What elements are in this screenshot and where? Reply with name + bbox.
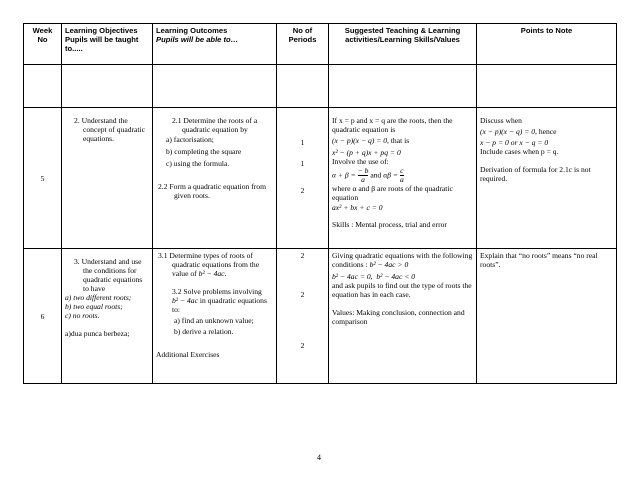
teaching-general-form: ax² + bx + c = 0 [332,203,383,212]
header-points: Points to Note [477,24,617,65]
outcome-2-2: 2.2 Form a quadratic equation from given roots. [158,182,266,200]
outcome-3-1: 3.1 Determine types of roots of quadratic equations from the value of b² − 4ac. [158,251,260,278]
period-value: 2 [300,186,305,195]
teaching-activities-cell [329,108,477,249]
discriminant-expr: b² − 4ac [172,296,198,305]
teaching-where-text: where α and β are roots of the quadratic equation [332,184,453,202]
teaching-activities-cell [329,249,477,384]
product-of-roots-fraction [400,167,404,184]
period-value: 2 [300,251,305,260]
teaching-ask-pupils: and ask pupils to find out the type of roots the equation has in each case. [332,281,472,299]
period-value: 2 [300,290,305,299]
blank-cell [153,65,277,108]
fraction-numerator: − b [357,166,369,175]
fraction-denominator: a [361,175,365,184]
period-value: 1 [300,138,305,147]
sum-of-roots-lhs: α + β = [332,170,356,180]
and-text: and [370,170,382,180]
teaching-roots-text: If x = p and x = q are the roots, then the quadratic equation is [332,116,453,134]
header-outcomes-line1: Learning Outcomes [156,26,228,35]
table-row-blank [24,65,617,108]
period-value: 2 [300,341,305,350]
table-row-week-5 [24,108,617,249]
fraction-numerator: c [400,166,404,175]
teaching-skills: Skills : Mental process, trial and error [332,220,447,229]
blank-cell [477,65,617,108]
fraction-denominator: a [399,175,404,184]
teaching-use-of: Involve the use of: [332,157,389,166]
learning-outcome-cell [153,249,277,384]
condition-positive: b² − 4ac > 0 [369,260,409,269]
learning-objective-cell [62,249,153,384]
points-equation: (x − p)(x − q) = 0 [480,127,536,136]
outcome-3-2-in: in quadratic equations to: [172,296,267,314]
additional-exercises: Additional Exercises [156,350,220,359]
objective-c: c) no roots. [65,311,100,320]
page-number: 4 [317,453,321,462]
points-hence: , hence [535,127,557,136]
points-discuss: Discuss when [480,116,522,125]
condition-zero: b² − 4ac = 0, [332,272,373,281]
points-to-note-cell [477,249,617,384]
periods-cell [277,108,329,249]
outcome-2-1-a: a) factorisation; [166,135,214,144]
blank-cell [277,65,329,108]
scheme-of-work-table [23,23,617,384]
header-week: Week No [24,24,62,65]
table-header-row [24,24,617,65]
blank-cell [329,65,477,108]
sum-product-formulas [332,167,473,184]
objective-text: 2. Understand the concept of quadratic equations. [74,116,145,143]
outcome-2-1-b: b) completing the square [166,147,242,156]
week-number: 5 [24,108,62,249]
teaching-values: Values: Making conclusion, connection and comparison [332,308,465,326]
outcome-3-1-text: 3.1 Determine types of roots of quadratic equations from the value of [158,251,260,278]
sum-of-roots-fraction [358,167,369,184]
blank-cell [24,65,62,108]
condition-negative: b² − 4ac < 0 [376,272,416,281]
teaching-conditions-text: Giving quadratic equations with the following conditions : [332,251,473,269]
teaching-equation-factored: (x − p)(x − q) = 0 [332,136,388,145]
blank-cell [62,65,153,108]
header-outcomes [153,24,277,65]
points-factor-zero: x − p = 0 or x − q = 0 [480,138,549,147]
outcome-2-1-c: c) using the formula. [166,159,230,168]
outcome-2-1: 2.1 Determine the roots of a quadratic equation by [172,116,258,134]
table-row-week-6 [24,249,617,384]
outcome-3-2-b: b) derive a relation. [174,327,234,336]
header-outcomes-line2: Pupils will be able to… [156,35,239,44]
teaching-conditions-intro [332,251,473,269]
week-number: 6 [24,249,62,384]
header-periods: No of Periods [277,24,329,65]
teaching-equation-expanded: x² − (p + q)x + pq = 0 [332,148,401,157]
outcome-3-2-a: a) find an unknown value; [174,316,254,325]
header-teaching: Suggested Teaching & Learning activities/Learning Skills/Values [329,24,477,65]
periods-cell [277,249,329,384]
learning-outcome-cell [153,108,277,249]
objective-b: b) two equal roots; [65,302,123,311]
points-to-note-cell [477,108,617,249]
header-objectives: Learning Objectives Pupils will be taught to..... [62,24,153,65]
points-no-roots: Explain that “no roots” means “no real roots”. [480,251,598,269]
period-value: 1 [300,159,305,168]
product-of-roots-lhs: αβ = [383,170,399,180]
objective-a: a) two different roots; [65,293,132,302]
objective-text: 3. Understand and use the conditions for quadratic equations to have [74,257,143,293]
points-derivation: Derivation of formula for 2.1c is not required. [480,165,591,183]
teaching-that-is: , that is [387,136,410,145]
objective-extra: a)dua punca berbeza; [65,329,130,338]
outcome-3-2: 3.2 Solve problems involving [172,287,262,296]
points-include-cases: Include cases when p = q. [480,147,559,156]
discriminant-expr: b² − 4ac [198,269,225,278]
learning-objective-cell [62,108,153,249]
